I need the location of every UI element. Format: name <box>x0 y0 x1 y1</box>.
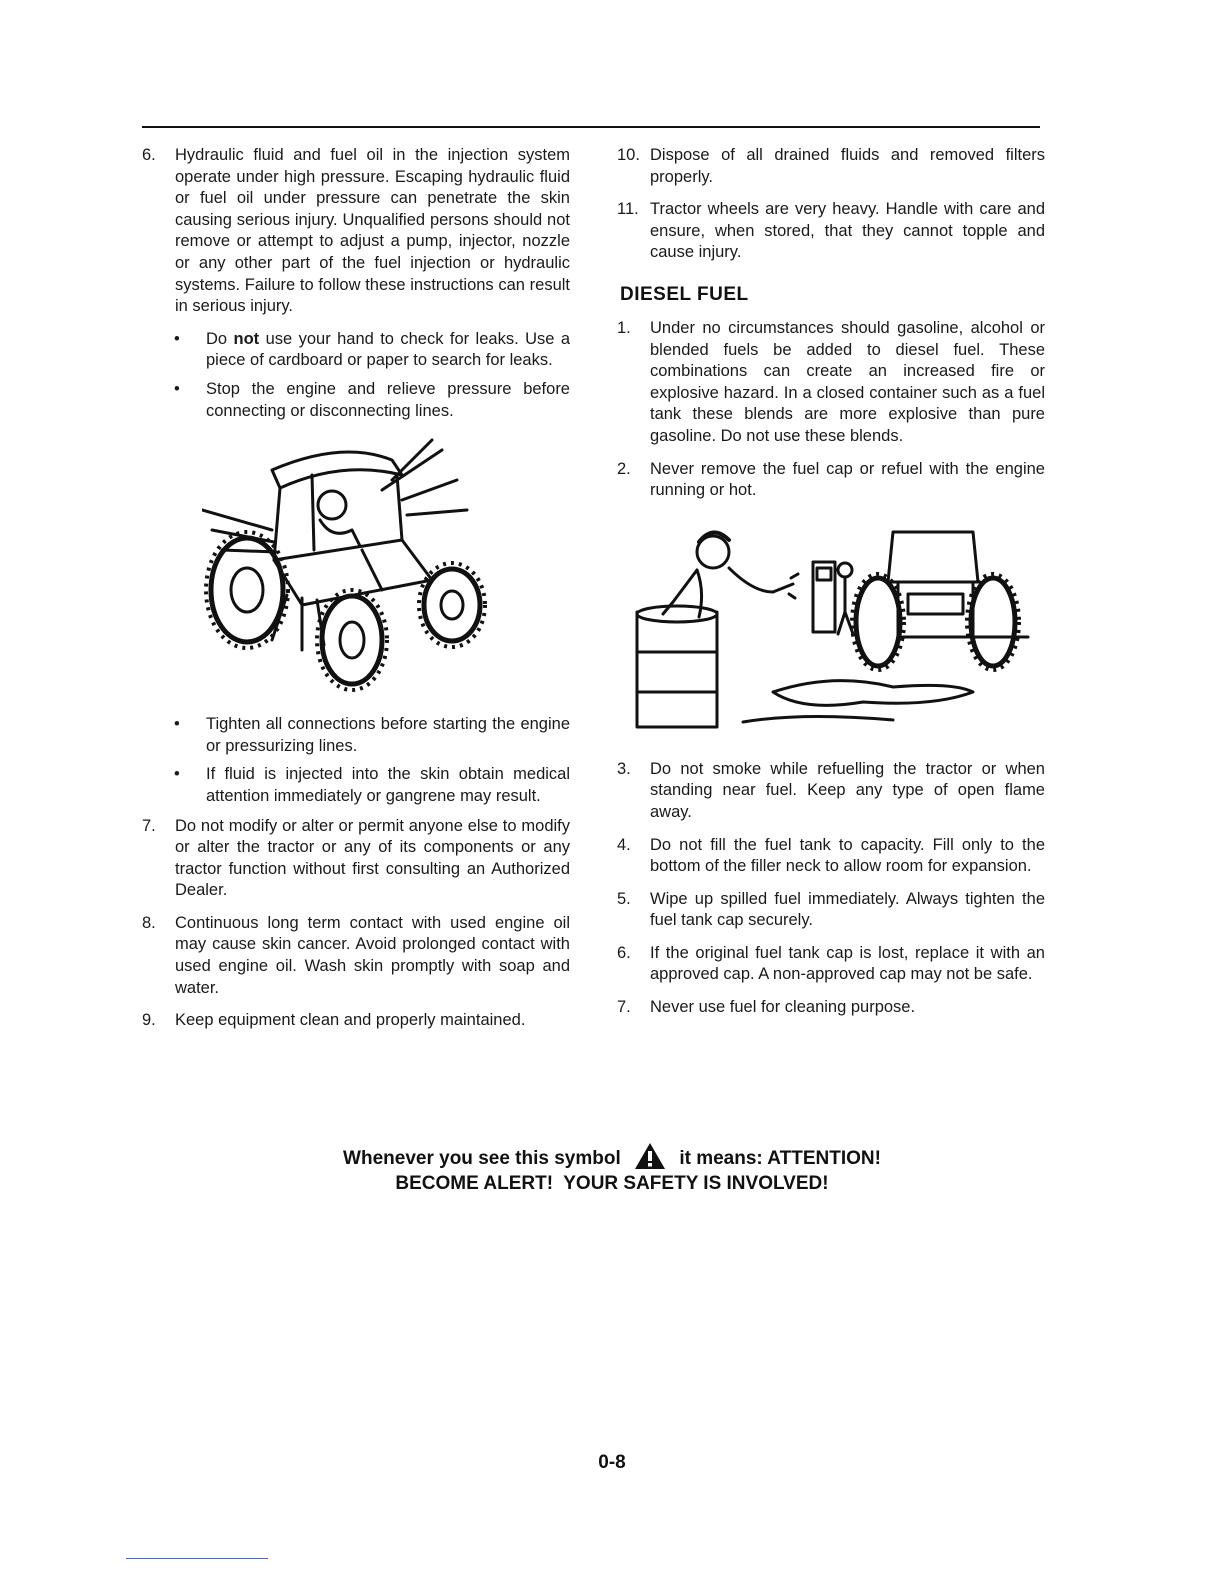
top-rule <box>142 126 1040 128</box>
item-text: Hydraulic fluid and fuel oil in the injection system operate under high pressure. Escaping hydraulic fluid or fuel oil under pressure can penetrate the skin causing serious injury. Unqualified persons should not remove or attempt to adjust a pump, injector, nozzle or any other part of the fuel injection or hydraulic systems. Failure to follow these instructions can result in serious injury. <box>175 146 570 316</box>
item-number: 1. <box>617 318 631 337</box>
item-number: 10. <box>617 146 640 164</box>
bullet-text-emphasis: not <box>233 329 260 348</box>
left-column <box>142 145 570 1043</box>
bullet-list-a <box>142 329 570 422</box>
list-item-11 <box>617 199 1045 264</box>
item-text: Never use fuel for cleaning purpose. <box>650 998 916 1017</box>
item-text: Continuous long term contact with used engine oil may cause skin cancer. Avoid prolonged contact with used engine oil. Wash skin promptly with soap and water. <box>175 913 570 997</box>
item-text: Dispose of all drained fluids and removed filters properly. <box>650 146 1045 186</box>
diesel-item-5 <box>617 889 1045 932</box>
item-number: 11. <box>617 200 639 219</box>
item-text: Do not smoke while refuelling the tractor or when standing near fuel. Keep any type of open flame away. <box>650 759 1045 821</box>
bullet-dot: • <box>174 765 180 784</box>
bullet-list-b <box>142 714 570 807</box>
bullet-item <box>142 329 570 372</box>
list-item-9 <box>142 1010 570 1032</box>
diesel-item-2 <box>617 459 1045 502</box>
item-text: Keep equipment clean and properly maintained. <box>175 1011 526 1030</box>
item-text: Do not modify or alter or permit anyone else to modify or alter the tractor or any of its components or any tractor function without first consulting an Authorized Dealer. <box>175 816 570 900</box>
bullet-item <box>142 764 570 807</box>
item-text: Do not fill the fuel tank to capacity. Fill only to the bottom of the filler neck to allow room for expansion. <box>650 835 1045 876</box>
bullet-text: Stop the engine and relieve pressure before connecting or disconnecting lines. <box>206 379 570 420</box>
bullet-dot: • <box>174 329 180 348</box>
bullet-text: Tighten all connections before starting the engine or pressurizing lines. <box>206 715 570 755</box>
diesel-item-6 <box>617 943 1045 986</box>
bullet-item <box>142 379 570 422</box>
item-text: Wipe up spilled fuel immediately. Always tighten the fuel tank cap securely. <box>650 889 1045 930</box>
item-number: 5. <box>617 889 631 908</box>
bullet-dot: • <box>174 379 180 398</box>
safety-line-1-post: it means: ATTENTION! <box>679 1148 881 1169</box>
diesel-item-1 <box>617 318 1045 448</box>
diesel-item-7 <box>617 997 1045 1019</box>
diesel-item-3 <box>617 759 1045 824</box>
bullet-text: If fluid is injected into the skin obtain medical attention immediately or gangrene may result. <box>206 765 570 805</box>
item-text: Never remove the fuel cap or refuel with the engine running or hot. <box>650 459 1045 500</box>
bullet-dot: • <box>174 715 180 734</box>
item-number: 7. <box>142 816 156 835</box>
diesel-item-4 <box>617 835 1045 878</box>
item-number: 6. <box>617 943 631 962</box>
bullet-text-pre: Do <box>206 329 234 348</box>
bullet-item <box>142 714 570 757</box>
right-column <box>617 145 1045 1030</box>
item-number: 4. <box>617 835 631 854</box>
item-text: Tractor wheels are very heavy. Handle with care and ensure, when stored, that they cannot topple and cause injury. <box>650 200 1045 262</box>
item-number: 8. <box>142 913 156 932</box>
list-item-7 <box>142 816 570 902</box>
item-text: Under no circumstances should gasoline, alcohol or blended fuels be added to diesel fuel. These combinations can create an increased fire or explosive hazard. In a closed container such as a fuel tank these blends are more explosive than pure gasoline. Do not use these blends. <box>650 318 1045 445</box>
bottom-link-underline <box>126 1558 268 1559</box>
refuelling-smoking-illustration <box>633 522 1033 737</box>
item-number: 7. <box>617 998 631 1017</box>
safety-line-1-pre: Whenever you see this symbol <box>343 1148 621 1169</box>
bullet-text-post: use your hand to check for leaks. Use a piece of cardboard or paper to search for leaks. <box>206 329 571 370</box>
list-item-6 <box>142 145 570 318</box>
safety-line-1 <box>0 1142 1224 1171</box>
section-heading-diesel-fuel: DIESEL FUEL <box>620 283 749 305</box>
list-item-8 <box>142 913 570 999</box>
item-number: 3. <box>617 759 631 778</box>
item-number: 9. <box>142 1011 156 1030</box>
tractor-leak-illustration <box>202 430 502 700</box>
item-number: 2. <box>617 459 631 478</box>
item-number: 6. <box>142 146 156 164</box>
list-item-10 <box>617 145 1045 188</box>
safety-alert-statement <box>0 1142 1224 1196</box>
item-text: If the original fuel tank cap is lost, replace it with an approved cap. A non-approved cap may not be safe. <box>650 943 1045 984</box>
safety-line-2: BECOME ALERT! YOUR SAFETY IS INVOLVED! <box>395 1173 829 1194</box>
page-number: 0-8 <box>598 1452 626 1473</box>
warning-triangle-icon <box>634 1142 666 1170</box>
